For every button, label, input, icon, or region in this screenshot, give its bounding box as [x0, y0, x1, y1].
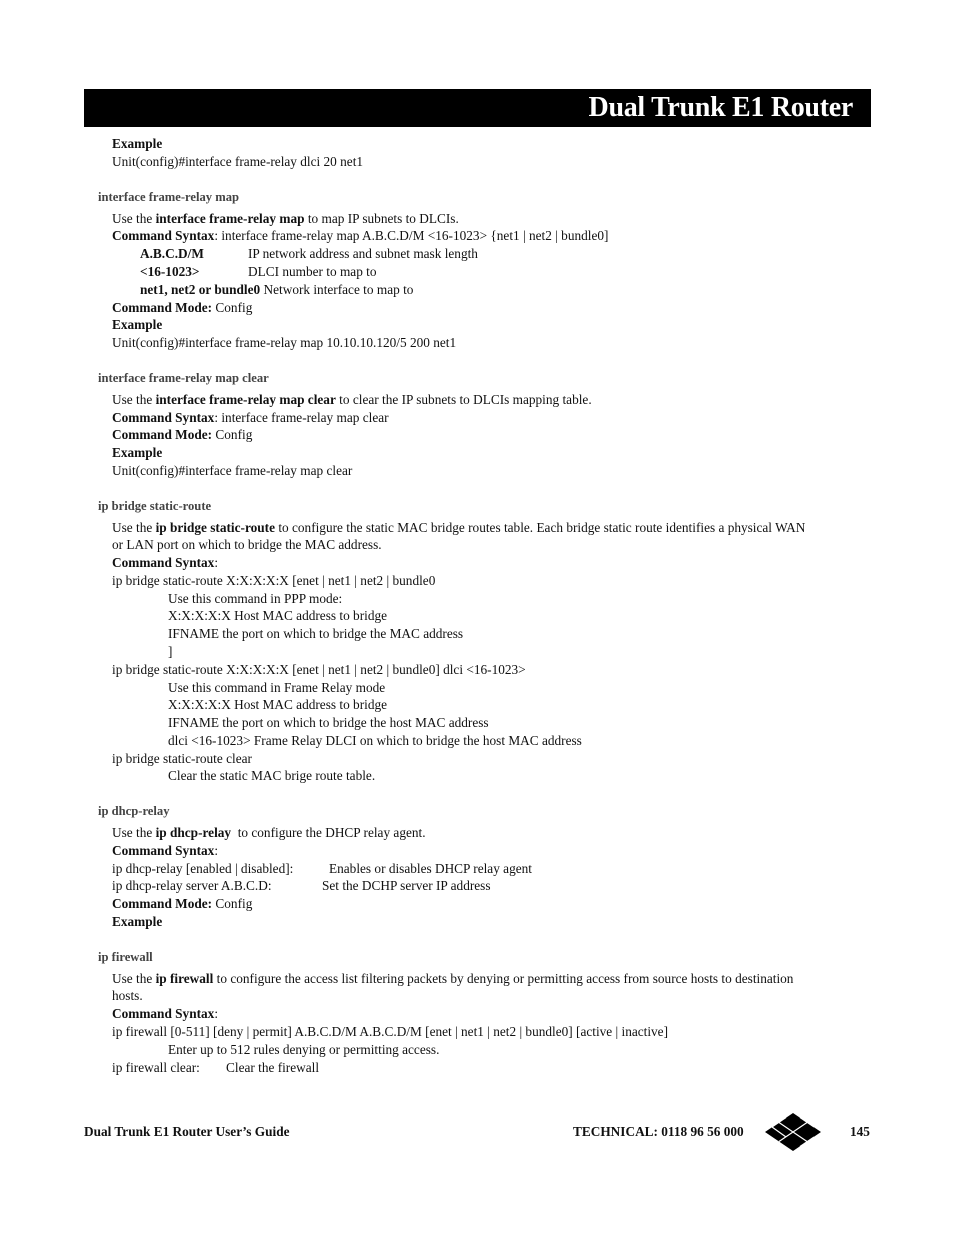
s1-param-2: <16-1023> — [140, 264, 200, 279]
s4-example-label: Example — [112, 914, 163, 929]
s1-example-code: Unit(config)#interface frame-relay map 10.10.10.120/5 200 net1 — [112, 335, 457, 350]
s3-cmd3: ip bridge static-route clear — [112, 751, 252, 766]
s3-usage: Use the ip bridge static-route to configure the static MAC bridge routes table. Each bridge static route identifies a physical WAN — [112, 520, 806, 535]
s5-usage-line2: hosts. — [112, 988, 143, 1003]
page-title: Dual Trunk E1 Router — [588, 92, 853, 123]
s2-usage: Use the interface frame-relay map clear to clear the IP subnets to DLCIs mapping table. — [112, 392, 592, 407]
s3-cmd2: ip bridge static-route X:X:X:X:X [enet | net1 | net2 | bundle0] dlci <16-1023> — [112, 662, 526, 677]
s3-cmd1-b: X:X:X:X:X Host MAC address to bridge — [168, 608, 388, 623]
s4-syntax: Command Syntax: — [112, 843, 219, 858]
s3-cmd2-d: dlci <16-1023> Frame Relay DLCI on which to bridge the host MAC address — [168, 733, 582, 748]
s1-param-2-desc: DLCI number to map to — [248, 264, 377, 279]
s5-cmd2-desc: Clear the firewall — [226, 1060, 320, 1075]
s1-example-label: Example — [112, 317, 163, 332]
s1-syntax: Command Syntax: interface frame-relay map A.B.C.D/M <16-1023> {net1 | net2 | bundle0] — [112, 228, 609, 243]
section-heading-ip-bridge-static-route: ip bridge static-route — [98, 499, 212, 513]
s3-cmd2-b: X:X:X:X:X Host MAC address to bridge — [168, 697, 388, 712]
s1-mode: Command Mode: Config — [112, 300, 253, 315]
s3-cmd3-a: Clear the static MAC brige route table. — [168, 768, 376, 783]
s2-example-label: Example — [112, 445, 163, 460]
s4-opt1-desc: Enables or disables DHCP relay agent — [329, 861, 532, 876]
top-example-code: Unit(config)#interface frame-relay dlci 20 net1 — [112, 154, 364, 169]
section-heading-frame-relay-map: interface frame-relay map — [98, 190, 240, 204]
s2-example-code: Unit(config)#interface frame-relay map clear — [112, 463, 353, 478]
s3-cmd1: ip bridge static-route X:X:X:X:X [enet | net1 | net2 | bundle0 — [112, 573, 436, 588]
s1-usage: Use the interface frame-relay map to map IP subnets to DLCIs. — [112, 211, 459, 226]
s4-opt2-desc: Set the DCHP server IP address — [322, 878, 491, 893]
s3-syntax: Command Syntax: — [112, 555, 219, 570]
s5-cmd2: ip firewall clear: — [112, 1060, 200, 1075]
s4-opt2: ip dhcp-relay server A.B.C.D: — [112, 878, 272, 893]
footer-page-number: 145 — [850, 1124, 870, 1139]
s1-param-1: A.B.C.D/M — [140, 246, 204, 261]
section-heading-ip-firewall: ip firewall — [98, 950, 153, 964]
black-box-diamond-logo-icon — [764, 1112, 822, 1152]
s5-cmd1: ip firewall [0-511] [deny | permit] A.B.C.D/M A.B.C.D/M [enet | net1 | net2 | bundle0] [active | inactive] — [112, 1024, 669, 1039]
s1-param-3: net1, net2 or bundle0 Network interface to map to — [140, 282, 414, 297]
s3-cmd1-c: IFNAME the port on which to bridge the MAC address — [168, 626, 464, 641]
footer-guide-title: Dual Trunk E1 Router User’s Guide — [84, 1124, 290, 1139]
footer-technical-phone: TECHNICAL: 0118 96 56 000 — [573, 1124, 744, 1139]
s3-cmd1-a: Use this command in PPP mode: — [168, 591, 343, 606]
s3-cmd2-c: IFNAME the port on which to bridge the host MAC address — [168, 715, 489, 730]
s3-cmd1-d: ] — [168, 644, 173, 659]
s4-usage: Use the ip dhcp-relay to configure the DHCP relay agent. — [112, 825, 426, 840]
s4-opt1: ip dhcp-relay [enabled | disabled]: — [112, 861, 294, 876]
s4-mode: Command Mode: Config — [112, 896, 253, 911]
s2-mode: Command Mode: Config — [112, 427, 253, 442]
section-heading-ip-dhcp-relay: ip dhcp-relay — [98, 804, 170, 818]
s2-syntax: Command Syntax: interface frame-relay map clear — [112, 410, 389, 425]
section-heading-frame-relay-map-clear: interface frame-relay map clear — [98, 371, 269, 385]
s3-usage-line2: or LAN port on which to bridge the MAC address. — [112, 537, 382, 552]
header-banner — [84, 89, 871, 127]
s5-cmd1-a: Enter up to 512 rules denying or permitting access. — [168, 1042, 440, 1057]
s5-usage: Use the ip firewall to configure the access list filtering packets by denying or permitting access from source hosts to destination — [112, 971, 794, 986]
s1-param-1-desc: IP network address and subnet mask length — [248, 246, 478, 261]
top-example-label: Example — [112, 136, 163, 151]
s3-cmd2-a: Use this command in Frame Relay mode — [168, 680, 386, 695]
s5-syntax: Command Syntax: — [112, 1006, 219, 1021]
